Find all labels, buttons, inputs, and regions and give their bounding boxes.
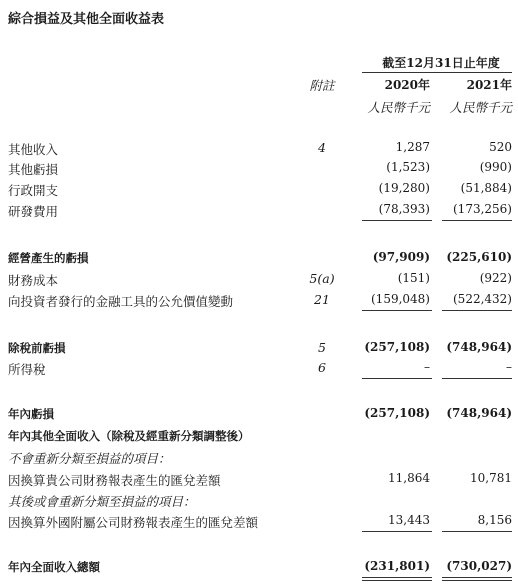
row-label-total-comprehensive-income: 年內全面收入總額 (8, 560, 100, 574)
row-label-loss-before-tax: 除稅前虧損 (8, 341, 66, 355)
row-2020-fair-value-change: (159,048) (371, 292, 430, 306)
subtotal-rule-2021 (442, 531, 512, 532)
row-2020-operating-loss: (97,909) (372, 250, 430, 264)
row-label-may-be-reclassified: 其後或會重新分類至損益的項目： (8, 494, 196, 509)
period-header-rule (362, 72, 512, 73)
row-2020-fx-company: 11,864 (388, 471, 430, 485)
row-label-not-reclassified: 不會重新分類至損益的項目： (8, 451, 171, 466)
row-2021-admin-expenses: (51,884) (460, 181, 512, 195)
row-2020-admin-expenses: (19,280) (378, 181, 430, 195)
row-label-income-tax: 所得稅 (8, 362, 46, 377)
row-note-income-tax: 6 (318, 360, 326, 375)
year-2021-header: 2021年 (466, 78, 512, 92)
row-label-fair-value-change: 向投資者發行的金融工具的公允價值變動 (8, 294, 234, 309)
row-2021-finance-costs: (922) (479, 271, 512, 285)
row-2021-other-income: 520 (489, 140, 512, 154)
row-2021-other-losses: (990) (479, 160, 512, 174)
row-2021-income-tax: – (506, 360, 512, 374)
note-column-header: 附註 (309, 78, 335, 93)
row-2021-operating-loss: (225,610) (446, 250, 512, 264)
row-2021-loss-for-year: (748,964) (446, 406, 512, 420)
total-double-rule-2020-bottom (362, 580, 432, 581)
row-2021-loss-before-tax: (748,964) (446, 340, 512, 354)
row-label-other-comprehensive-income: 年內其他全面收入（除稅及經重新分類調整後） (8, 429, 250, 443)
subtotal-rule-2020 (362, 220, 432, 221)
total-double-rule-2021-top (442, 577, 512, 578)
row-note-other-income: 4 (318, 140, 326, 155)
row-label-other-income: 其他收入 (8, 142, 59, 157)
unit-2020-header: 人民幣千元 (367, 100, 430, 115)
subtotal-rule-2020 (362, 531, 432, 532)
subtotal-rule-2021 (442, 220, 512, 221)
row-2020-fx-subsidiaries: 13,443 (388, 513, 430, 527)
unit-2021-header: 人民幣千元 (449, 100, 512, 115)
row-2020-income-tax: – (424, 360, 430, 374)
row-note-fair-value-change: 21 (314, 292, 330, 307)
row-2020-other-losses: (1,523) (386, 160, 430, 174)
subtotal-rule-2021 (442, 310, 512, 311)
subtotal-rule-2021 (442, 378, 512, 379)
row-label-fx-subsidiaries: 因換算外國附屬公司財務報表產生的匯兌差額 (8, 515, 259, 530)
row-2021-fair-value-change: (522,432) (453, 292, 512, 306)
row-note-loss-before-tax: 5 (318, 340, 326, 355)
year-2020-header: 2020年 (384, 78, 430, 92)
statement-title: 綜合損益及其他全面收益表 (8, 12, 165, 27)
row-2020-total-comprehensive-income: (231,801) (364, 559, 430, 573)
row-label-rd-expenses: 研發費用 (8, 204, 59, 219)
row-label-operating-loss: 經營產生的虧損 (8, 251, 89, 265)
row-2020-finance-costs: (151) (397, 271, 430, 285)
row-2020-loss-for-year: (257,108) (364, 406, 430, 420)
total-double-rule-2021-bottom (442, 580, 512, 581)
row-2020-loss-before-tax: (257,108) (364, 340, 430, 354)
row-note-finance-costs: 5(a) (309, 271, 335, 286)
subtotal-rule-2020 (362, 378, 432, 379)
row-label-fx-company: 因換算貴公司財務報表產生的匯兌差額 (8, 473, 221, 488)
row-2021-total-comprehensive-income: (730,027) (446, 559, 512, 573)
row-2020-other-income: 1,287 (395, 140, 430, 154)
row-label-other-losses: 其他虧損 (8, 162, 59, 177)
subtotal-rule-2020 (362, 310, 432, 311)
row-2021-fx-company: 10,781 (470, 471, 512, 485)
row-label-admin-expenses: 行政開支 (8, 183, 59, 198)
row-2020-rd-expenses: (78,393) (378, 202, 430, 216)
row-2021-fx-subsidiaries: 8,156 (477, 513, 512, 527)
row-2021-rd-expenses: (173,256) (453, 202, 512, 216)
row-label-loss-for-year: 年內虧損 (8, 407, 54, 421)
row-label-finance-costs: 財務成本 (8, 273, 59, 288)
total-double-rule-2020-top (362, 577, 432, 578)
period-header: 截至12月31日止年度 (382, 56, 500, 70)
